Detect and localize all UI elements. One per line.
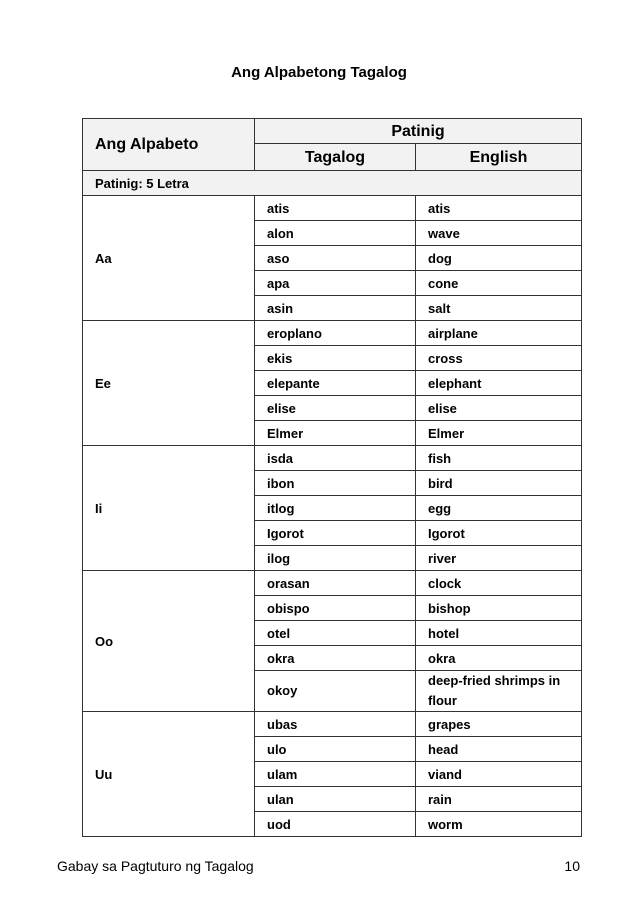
tagalog-word: alon bbox=[255, 221, 416, 246]
tagalog-word: eroplano bbox=[255, 321, 416, 346]
header-patinig: Patinig bbox=[255, 119, 582, 144]
english-word: elise bbox=[416, 396, 582, 421]
alphabet-table bbox=[82, 118, 582, 837]
english-word: bishop bbox=[416, 596, 582, 621]
table-body bbox=[83, 196, 582, 837]
english-word: wave bbox=[416, 221, 582, 246]
header-tagalog: Tagalog bbox=[255, 144, 416, 171]
tagalog-word: Igorot bbox=[255, 521, 416, 546]
english-word: airplane bbox=[416, 321, 582, 346]
tagalog-word: ilog bbox=[255, 546, 416, 571]
english-word: elephant bbox=[416, 371, 582, 396]
english-word: bird bbox=[416, 471, 582, 496]
tagalog-word: elise bbox=[255, 396, 416, 421]
tagalog-word: atis bbox=[255, 196, 416, 221]
table-row bbox=[83, 571, 582, 596]
tagalog-word: ulam bbox=[255, 762, 416, 787]
tagalog-word: ubas bbox=[255, 712, 416, 737]
english-word: atis bbox=[416, 196, 582, 221]
page-title: Ang Alpabetong Tagalog bbox=[231, 64, 407, 81]
tagalog-word: aso bbox=[255, 246, 416, 271]
table-row bbox=[83, 321, 582, 346]
english-word: hotel bbox=[416, 621, 582, 646]
english-word: river bbox=[416, 546, 582, 571]
tagalog-word: orasan bbox=[255, 571, 416, 596]
english-word: grapes bbox=[416, 712, 582, 737]
tagalog-word: ulan bbox=[255, 787, 416, 812]
english-word: rain bbox=[416, 787, 582, 812]
english-word: fish bbox=[416, 446, 582, 471]
english-word: cone bbox=[416, 271, 582, 296]
table-row bbox=[83, 196, 582, 221]
tagalog-word: asin bbox=[255, 296, 416, 321]
english-word: Elmer bbox=[416, 421, 582, 446]
english-word: head bbox=[416, 737, 582, 762]
english-word: Igorot bbox=[416, 521, 582, 546]
english-word: egg bbox=[416, 496, 582, 521]
tagalog-word: okra bbox=[255, 646, 416, 671]
tagalog-word: okoy bbox=[255, 671, 416, 712]
header-alphabet: Ang Alpabeto bbox=[83, 119, 255, 171]
english-word: cross bbox=[416, 346, 582, 371]
page-number: 10 bbox=[564, 858, 580, 874]
tagalog-word: isda bbox=[255, 446, 416, 471]
letter-cell: Ee bbox=[83, 321, 255, 446]
letter-cell: Aa bbox=[83, 196, 255, 321]
english-word: clock bbox=[416, 571, 582, 596]
table-row bbox=[83, 446, 582, 471]
tagalog-word: ekis bbox=[255, 346, 416, 371]
tagalog-word: uod bbox=[255, 812, 416, 837]
tagalog-word: elepante bbox=[255, 371, 416, 396]
english-word: dog bbox=[416, 246, 582, 271]
english-word: worm bbox=[416, 812, 582, 837]
tagalog-word: ibon bbox=[255, 471, 416, 496]
english-word: okra bbox=[416, 646, 582, 671]
tagalog-word: obispo bbox=[255, 596, 416, 621]
english-word: viand bbox=[416, 762, 582, 787]
tagalog-word: itlog bbox=[255, 496, 416, 521]
english-word: deep-fried shrimps in flour bbox=[416, 671, 582, 712]
header-english: English bbox=[416, 144, 582, 171]
tagalog-word: Elmer bbox=[255, 421, 416, 446]
table-row bbox=[83, 712, 582, 737]
footer-title: Gabay sa Pagtuturo ng Tagalog bbox=[57, 858, 254, 874]
english-word: salt bbox=[416, 296, 582, 321]
letter-cell: Uu bbox=[83, 712, 255, 837]
section-label: Patinig: 5 Letra bbox=[83, 171, 582, 196]
letter-cell: Ii bbox=[83, 446, 255, 571]
letter-cell: Oo bbox=[83, 571, 255, 712]
tagalog-word: apa bbox=[255, 271, 416, 296]
tagalog-word: otel bbox=[255, 621, 416, 646]
tagalog-word: ulo bbox=[255, 737, 416, 762]
